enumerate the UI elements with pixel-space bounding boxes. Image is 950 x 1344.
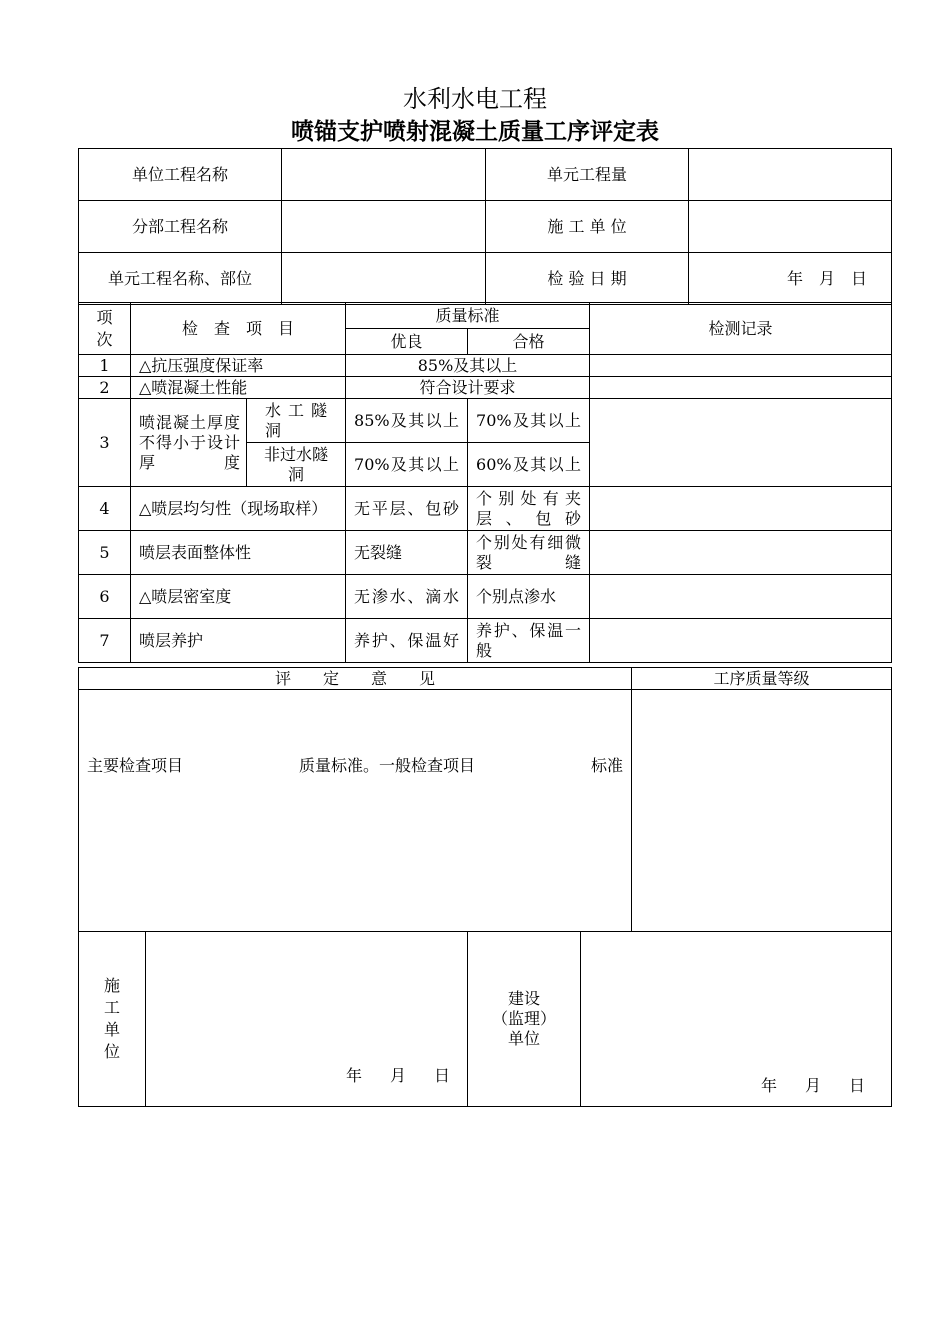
table-row: [79, 355, 892, 377]
row-item: 喷层表面整体性: [131, 531, 346, 575]
unit-quantity-field[interactable]: [689, 149, 892, 201]
inspection-table: [78, 302, 892, 663]
column-header-record: 检测记录: [590, 303, 892, 355]
row-standard: 符合设计要求: [346, 377, 590, 399]
grade-header: 工序质量等级: [632, 668, 892, 690]
row-sub-item: 非过水隧洞: [247, 443, 346, 487]
row-excellent: 70%及其以上: [346, 443, 468, 487]
unit-name-location-label: 单元工程名称、部位: [79, 253, 282, 305]
row-no: 3: [79, 399, 131, 487]
row-no: 7: [79, 619, 131, 663]
row-record-field[interactable]: [590, 575, 892, 619]
row-record-field[interactable]: [590, 355, 892, 377]
row-record-field[interactable]: [590, 399, 892, 487]
table-row: [79, 399, 892, 443]
row-no: 4: [79, 487, 131, 531]
table-row: [79, 619, 892, 663]
opinion-quality-standard: 质量标准。一般检查项目: [298, 756, 475, 775]
column-header-quality-standard: 质量标准: [346, 303, 590, 329]
unit-project-name-label: 单位工程名称: [79, 149, 282, 201]
row-no: 5: [79, 531, 131, 575]
table-row: [79, 487, 892, 531]
sub-project-name-label: 分部工程名称: [79, 201, 282, 253]
row-item: △喷混凝土性能: [131, 377, 346, 399]
row-qualified: 个别处有细微裂缝: [468, 531, 590, 575]
unit-quantity-label: 单元工程量: [486, 149, 689, 201]
construction-unit-signature-field[interactable]: [146, 932, 468, 1107]
owner-sign-label: 建设 （监理） 单位: [468, 932, 581, 1107]
row-item: △喷层密室度: [131, 575, 346, 619]
row-record-field[interactable]: [590, 531, 892, 575]
column-header-item: 检 查 项 目: [131, 303, 346, 355]
row-qualified: 个别点渗水: [468, 575, 590, 619]
table-row: [79, 575, 892, 619]
inspection-date-label: 检 验 日 期: [486, 253, 689, 305]
construction-unit-sign-label: 施工单位: [79, 932, 146, 1107]
construction-unit-field[interactable]: [689, 201, 892, 253]
owner-sign-date: 年 月 日: [761, 1076, 872, 1095]
opinion-main-items: 主要检查项目: [87, 756, 184, 775]
column-header-excellent: 优良: [346, 329, 468, 355]
construction-unit-label: 施 工 单 位: [486, 201, 689, 253]
opinion-field[interactable]: [79, 690, 632, 932]
owner-signature-field[interactable]: [581, 932, 892, 1107]
construction-sign-date: 年 月 日: [346, 1066, 457, 1085]
row-record-field[interactable]: [590, 619, 892, 663]
unit-project-name-field[interactable]: [282, 149, 486, 201]
row-qualified: 个别处有夹层、包砂: [468, 487, 590, 531]
row-item: 喷混凝土厚度不得小于设计厚度: [131, 399, 247, 487]
table-row: [79, 531, 892, 575]
row-standard: 85%及其以上: [346, 355, 590, 377]
row-item: 喷层养护: [131, 619, 346, 663]
column-header-qualified: 合格: [468, 329, 590, 355]
row-excellent: 无渗水、滴水: [346, 575, 468, 619]
row-excellent: 85%及其以上: [346, 399, 468, 443]
opinion-header: 评 定 意 见: [79, 668, 632, 690]
row-excellent: 养护、保温好: [346, 619, 468, 663]
header-table: [78, 148, 892, 305]
row-no: 6: [79, 575, 131, 619]
row-sub-item: 水工隧洞: [247, 399, 346, 443]
document-title-line2: 喷锚支护喷射混凝土质量工序评定表: [291, 118, 659, 145]
evaluation-table: [78, 667, 892, 932]
row-item: △喷层均匀性（现场取样）: [131, 487, 346, 531]
opinion-standard: 标准: [590, 756, 623, 775]
row-no: 1: [79, 355, 131, 377]
row-excellent: 无裂缝: [346, 531, 468, 575]
signature-table: [78, 931, 892, 1107]
row-item: △抗压强度保证率: [131, 355, 346, 377]
row-record-field[interactable]: [590, 487, 892, 531]
inspection-date-field[interactable]: 年 月 日: [689, 253, 892, 305]
row-qualified: 60%及其以上: [468, 443, 590, 487]
row-record-field[interactable]: [590, 377, 892, 399]
row-no: 2: [79, 377, 131, 399]
row-qualified: 70%及其以上: [468, 399, 590, 443]
grade-field[interactable]: [632, 690, 892, 932]
row-qualified: 养护、保温一般: [468, 619, 590, 663]
row-excellent: 无平层、包砂: [346, 487, 468, 531]
table-row: [79, 377, 892, 399]
unit-name-location-field[interactable]: [282, 253, 486, 305]
sub-project-name-field[interactable]: [282, 201, 486, 253]
column-header-item-no: 项次: [79, 303, 131, 355]
document-title-line1: 水利水电工程: [403, 85, 547, 113]
